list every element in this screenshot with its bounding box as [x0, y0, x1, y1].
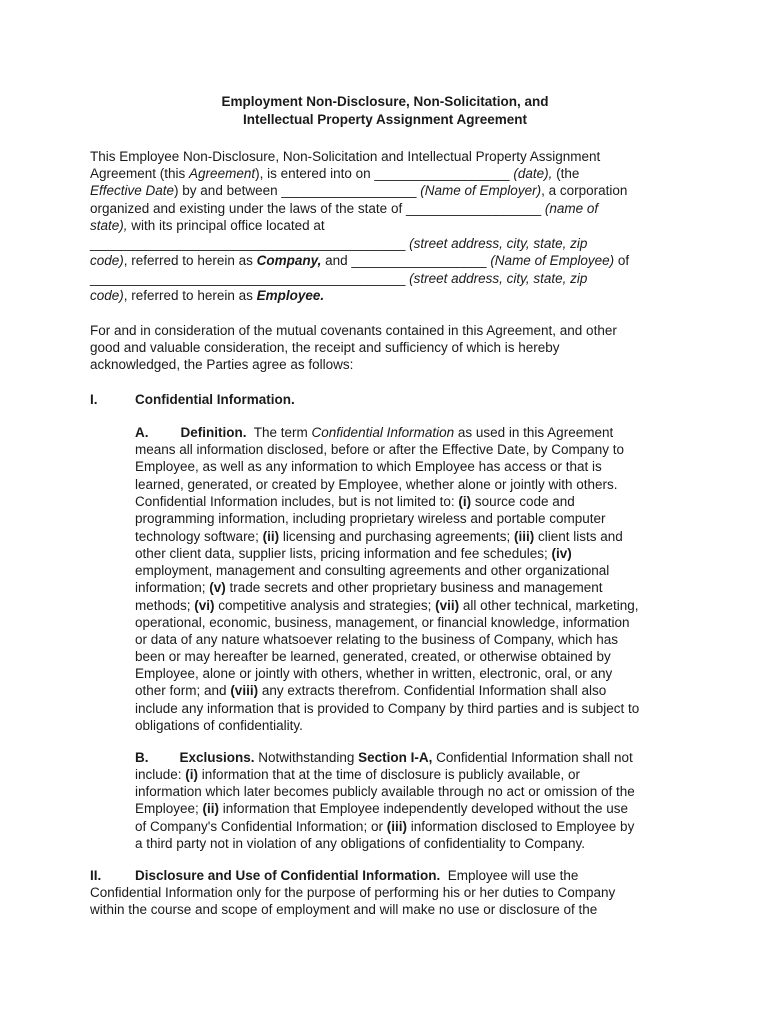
title-line-1: Employment Non-Disclosure, Non-Solicitation, and	[221, 94, 549, 109]
blank-employer-address: __________________________________________	[90, 236, 406, 251]
section-b-text: Notwithstanding	[254, 750, 359, 765]
blank-employee-address: __________________________________________	[90, 271, 406, 286]
consideration-line: good and valuable consideration, the receipt and sufficiency of which is hereby	[90, 340, 560, 355]
defined-term-employee: Employee.	[256, 288, 325, 303]
section-b-text: Confidential Information shall not	[432, 750, 633, 765]
section-a-text: any extracts therefrom. Confidential Information shall also	[258, 683, 607, 698]
section-a-text: trade secrets and other proprietary business and management	[225, 580, 603, 595]
section-b-text: include:	[135, 767, 186, 782]
section-a-line	[135, 682, 606, 699]
blank-employee: __________________	[351, 253, 487, 268]
section-reference: Section I-A,	[358, 750, 433, 765]
section-a-line: include any information that is provided to Company by third parties and is subject to	[135, 701, 640, 716]
section-b-line	[135, 800, 628, 817]
title-line-2: Intellectual Property Assignment Agreement	[242, 112, 528, 127]
intro-text: ), is entered into on	[255, 166, 375, 181]
section-a-line	[135, 424, 613, 441]
section-2-line	[135, 867, 578, 884]
blank-hint-state: state),	[90, 218, 128, 233]
section-b-line	[135, 749, 633, 766]
intro-line	[90, 270, 587, 287]
intro-line	[90, 165, 579, 182]
list-marker: (vi)	[194, 598, 215, 613]
intro-line	[90, 148, 600, 165]
intro-line	[90, 217, 325, 234]
section-a-line: learned, generated, or created by Employee, whether alone or jointly with others.	[135, 477, 618, 492]
intro-text: and	[321, 253, 352, 268]
intro-line	[90, 252, 629, 269]
section-b-text: Employee;	[135, 801, 203, 816]
list-marker: (v)	[209, 580, 226, 595]
intro-text: of	[614, 253, 630, 268]
blank-hint-address: (street address, city, state, zip	[405, 271, 588, 286]
section-a-text: all other technical, marketing,	[459, 598, 639, 613]
section-a-line: means all information disclosed, before or after the Effective Date, by Company to	[135, 442, 624, 457]
section-1-heading: Confidential Information.	[135, 392, 295, 407]
section-a-line: programming information, including proprietary wireless and portable computer	[135, 511, 606, 526]
section-a-line	[135, 493, 575, 510]
blank-hint-address: code)	[90, 288, 124, 303]
intro-text: (the	[552, 166, 580, 181]
section-1-number: I.	[90, 392, 98, 407]
section-b-line: a third party not in violation of any obligations of confidentiality to Company.	[135, 836, 586, 851]
blank-employer: __________________	[281, 183, 417, 198]
section-b-heading: Exclusions.	[179, 750, 255, 765]
section-a-text: source code and	[471, 494, 575, 509]
section-b-letter: B.	[135, 750, 149, 765]
section-a-line	[135, 597, 639, 614]
section-2-text: Employee will use the	[440, 868, 579, 883]
section-b-text: information disclosed to Employee by	[406, 819, 635, 834]
section-a-line: operational, economic, business, management, or financial knowledge, information	[135, 615, 630, 630]
section-a-letter: A.	[135, 425, 149, 440]
section-2-line: within the course and scope of employment and will make no use or disclosure of the	[90, 902, 598, 917]
section-2-line: Confidential Information only for the purpose of performing his or her duties to Company	[90, 885, 616, 900]
section-a-line	[135, 528, 623, 545]
section-a-heading: Definition.	[180, 425, 247, 440]
intro-text: Agreement (this	[90, 166, 190, 181]
section-a-line: or data of any nature whatsoever relating to the business of Company, which has	[135, 632, 619, 647]
blank-date: __________________	[374, 166, 510, 181]
section-b-line: information which later becomes publicly available through no act or omission of the	[135, 784, 635, 799]
intro-line	[90, 235, 587, 252]
section-a-text: as used in this Agreement	[454, 425, 614, 440]
list-marker: (iv)	[551, 546, 572, 561]
list-marker: (ii)	[202, 801, 220, 816]
blank-hint-address: (street address, city, state, zip	[405, 236, 588, 251]
section-a-line: employment, management and consulting agreements and other organizational	[135, 563, 610, 578]
document-title	[0, 93, 770, 129]
consideration-line: For and in consideration of the mutual covenants contained in this Agreement, and other	[90, 323, 617, 338]
intro-line	[90, 200, 598, 217]
blank-hint-employee: (Name of Employee)	[486, 253, 615, 268]
intro-text: This Employee Non-Disclosure, Non-Solicitation and Intellectual Property Assignment	[90, 149, 601, 164]
defined-term-confidential-information: Confidential Information	[311, 425, 455, 440]
section-a-text: Confidential Information includes, but is not limited to:	[135, 494, 459, 509]
defined-term-effective-date: Effective Date	[90, 183, 175, 198]
blank-state: __________________	[405, 201, 542, 216]
section-b-line	[135, 766, 580, 783]
section-a-text: methods;	[135, 598, 195, 613]
consideration-line: acknowledged, the Parties agree as follows:	[90, 357, 354, 372]
blank-hint-state: (name of	[541, 201, 599, 216]
blank-hint-date: (date),	[509, 166, 553, 181]
list-marker: (viii)	[230, 683, 259, 698]
list-marker: (ii)	[262, 529, 280, 544]
section-a-line	[135, 545, 572, 562]
section-a-line: Employee, as well as any information to which Employee has access or that is	[135, 459, 602, 474]
intro-text: , referred to herein as	[123, 288, 257, 303]
intro-text: organized and existing under the laws of the state of	[90, 201, 406, 216]
intro-line	[90, 182, 627, 199]
intro-line	[90, 287, 324, 304]
section-a-line: obligations of confidentiality.	[135, 718, 303, 733]
section-a-line	[135, 579, 603, 596]
section-2-heading: Disclosure and Use of Confidential Information.	[135, 868, 441, 883]
intro-text: ) by and between	[174, 183, 282, 198]
section-a-text: technology software;	[135, 529, 263, 544]
defined-term-agreement: Agreement	[189, 166, 256, 181]
section-a-line: been or may hereafter be learned, generated, created, or otherwise obtained by	[135, 649, 611, 664]
section-a-text: competitive analysis and strategies;	[214, 598, 436, 613]
section-a-text: other form; and	[135, 683, 231, 698]
list-marker: (iii)	[513, 529, 535, 544]
section-a-text: licensing and purchasing agreements;	[279, 529, 514, 544]
section-b-text: of Company's Confidential Information; or	[135, 819, 387, 834]
section-a-text: client lists and	[534, 529, 623, 544]
section-b-line	[135, 818, 634, 835]
section-a-text: information;	[135, 580, 210, 595]
list-marker: (i)	[458, 494, 472, 509]
section-a-text: other client data, supplier lists, pricing information and fee schedules;	[135, 546, 552, 561]
list-marker: (iii)	[386, 819, 407, 834]
intro-text: , referred to herein as	[123, 253, 257, 268]
blank-hint-employer: (Name of Employer)	[416, 183, 542, 198]
blank-hint-address: code)	[90, 253, 124, 268]
intro-text: , a corporation	[541, 183, 628, 198]
defined-term-company: Company,	[256, 253, 322, 268]
section-a-line: Employee, alone or jointly with others, whether in written, electronic, oral, or any	[135, 666, 613, 681]
section-2-number: II.	[90, 868, 102, 883]
list-marker: (i)	[185, 767, 199, 782]
section-b-text: information that Employee independently developed without the use	[219, 801, 629, 816]
list-marker: (vii)	[435, 598, 460, 613]
section-a-text: The term	[246, 425, 312, 440]
intro-text: with its principal office located at	[127, 218, 325, 233]
section-b-text: information that at the time of disclosure is publicly available, or	[198, 767, 580, 782]
